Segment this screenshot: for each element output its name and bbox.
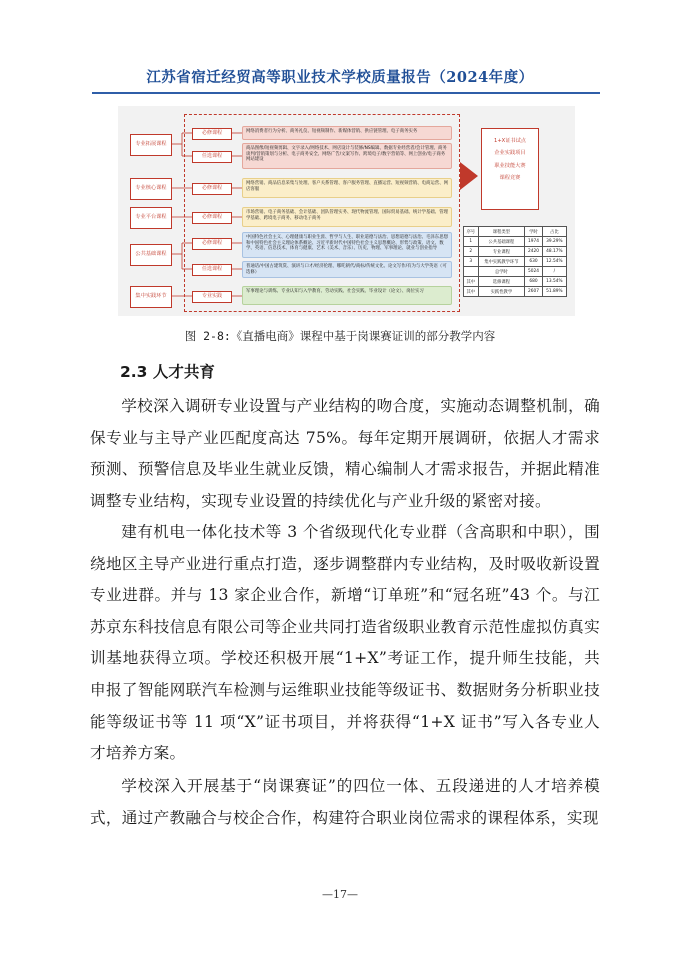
course-list-ext-required: 网络消费者行为分析、商务礼仪、短视频制作、新媒体营销、供应链管理、电子商务实务	[242, 126, 452, 140]
course-list-practice: 军事理论与训练、专业认知与入学教育、劳动实践、社会实践、毕业设计（论文）、岗位实习	[242, 286, 452, 305]
table-cell: 13.54%	[542, 277, 566, 287]
table-cell: 总学时	[478, 267, 525, 277]
category-practice: 集中实践环节	[130, 286, 172, 308]
category-platform: 专业平台课程	[130, 207, 172, 229]
table-row	[464, 237, 567, 247]
table-cell: 39.29%	[542, 237, 566, 247]
integration-item: 课程竞赛	[499, 175, 521, 182]
course-list-public-required: 中国特色社会主义、心理健康与职业生涯、哲学与人生、职业道德与法治、思想道德与法治、毛泽东思想和中国特色社会主义理论体系概论、习近平新时代中国特色社会主义思想概论、形势与政策、语文、数学、英语、信息技术、体育与健康、艺术（美术、音乐）、历史、物理、军事理论、就业与创业指导	[242, 232, 452, 258]
table-header-cell: 占比	[542, 227, 566, 237]
arrow-right-icon	[460, 162, 478, 190]
table-cell: 12.54%	[542, 257, 566, 267]
type-elective: 任选课程	[192, 151, 232, 163]
category-public: 公共基础课程	[130, 244, 172, 266]
table-cell: 选修课程	[478, 277, 525, 287]
table-cell: 51.89%	[542, 287, 566, 297]
type-required: 必修课程	[192, 183, 232, 195]
body-paragraph: 建有机电一体化技术等 3 个省级现代化专业群（含高职和中职），围绕地区主导产业进行重点打造，逐步调整群内专业结构，及时吸收新设置专业进群。并与 13 家企业合作，新增“订单班”和“冠名班”43 个。与江苏京东科技信息有限公司等企业共同打造省级职业教育示范性虚拟仿真实训基地获得立项。学校还积极开展“1+X”考证工作，提升师生技能，共申报了智能网联汽车检测与运维职业技能等级证书、数据财务分析职业技能等级证书等 11 项“X”证书项目，并将获得“1+X 证书”写入各专业人才培养方案。	[90, 523, 600, 763]
integration-item: 职业技能大赛	[494, 162, 526, 169]
table-cell: 630	[525, 257, 542, 267]
table-row	[464, 257, 567, 267]
report-header-title: 江苏省宿迁经贸高等职业技术学校质量报告（2024年度）	[146, 69, 534, 86]
table-cell: 公共基础课程	[478, 237, 525, 247]
type-required: 必修课程	[192, 238, 232, 250]
course-list-core: 网络营销、商品信息采集与处理、客户关系管理、客户服务管理、直播运营、短视频营销、电商运营、网店客服	[242, 178, 452, 198]
integration-box	[481, 128, 539, 210]
table-cell: 其中	[464, 277, 479, 287]
credit-hours-table	[463, 226, 567, 297]
table-cell: 2420	[525, 247, 542, 257]
header-rule	[92, 92, 600, 94]
course-list-ext-elective: 商品图像/短视频剪辑、文字录入/网络技术、网店设计与装修/NS编辑、数据专业经营者/会计管理、商务谈判/营销策划与分析、电子商务安全、网络广告/文案写作、跨境电子/数字营销等、网上创业/电子商务网站建设	[242, 143, 452, 169]
table-row	[464, 267, 567, 277]
course-list-platform: 市场营销、电子商务基础、会计基础、团队管理实务、现代物流管理、国际贸易基础、统计学基础、管理学基础、跨境电子商务、移动电子商务	[242, 207, 452, 227]
table-header-row	[464, 227, 567, 237]
table-cell: 2607	[525, 287, 542, 297]
page-number: —17—	[322, 888, 358, 901]
table-cell: 集中实践教学环节	[478, 257, 525, 267]
category-ext: 专业拓展课程	[130, 134, 172, 156]
table-header-cell: 学时	[525, 227, 542, 237]
table-cell	[464, 267, 479, 277]
course-structure-figure	[118, 106, 575, 316]
integration-item: 企业实践项目	[494, 150, 526, 157]
integration-item: 1+X证书试点	[494, 138, 526, 144]
table-cell: 专业课程	[478, 247, 525, 257]
section-heading: 2.3 人才共育	[120, 363, 215, 381]
table-cell: 1	[464, 237, 479, 247]
category-core: 专业核心课程	[130, 178, 172, 200]
figure-caption: 图 2-8:《直播电商》课程中基于岗课赛证训的部分教学内容	[184, 329, 496, 343]
table-cell: 1974	[525, 237, 542, 247]
type-elective: 任选课程	[192, 264, 232, 276]
table-cell: 其中	[464, 287, 479, 297]
table-row	[464, 277, 567, 287]
type-required: 必修课程	[192, 128, 232, 140]
table-header-cell: 序号	[464, 227, 479, 237]
type-practice: 专业实践	[192, 291, 232, 303]
body-paragraph: 学校深入调研专业设置与产业结构的吻合度，实施动态调整机制，确保专业与主导产业匹配度高达 75%。每年定期开展调研，依据人才需求预测、预警信息及毕业生就业反馈，精心编制人才需求报告，并据此精准调整专业结构，实现专业设置的持续优化与产业升级的紧密对接。	[90, 397, 600, 510]
table-cell: 5024	[525, 267, 542, 277]
course-list-public-elective: 普通话/中国古建筑赏、演讲与口才/经济伦理、哪吒朝代/商标/传统文化、论文写作/有为与大学英语（可选修）	[242, 261, 452, 278]
table-cell: /	[542, 267, 566, 277]
table-header-cell: 课程类型	[478, 227, 525, 237]
table-cell: 实践性教学	[478, 287, 525, 297]
type-required: 必修课程	[192, 212, 232, 224]
table-row	[464, 247, 567, 257]
table-row	[464, 287, 567, 297]
table-cell: 48.17%	[542, 247, 566, 257]
body-paragraph: 学校深入开展基于“岗课赛证”的四位一体、五段递进的人才培养模式，通过产教融合与校企合作，构建符合职业岗位需求的课程体系，实现	[90, 777, 600, 827]
table-cell: 680	[525, 277, 542, 287]
table-cell: 2	[464, 247, 479, 257]
table-cell: 3	[464, 257, 479, 267]
